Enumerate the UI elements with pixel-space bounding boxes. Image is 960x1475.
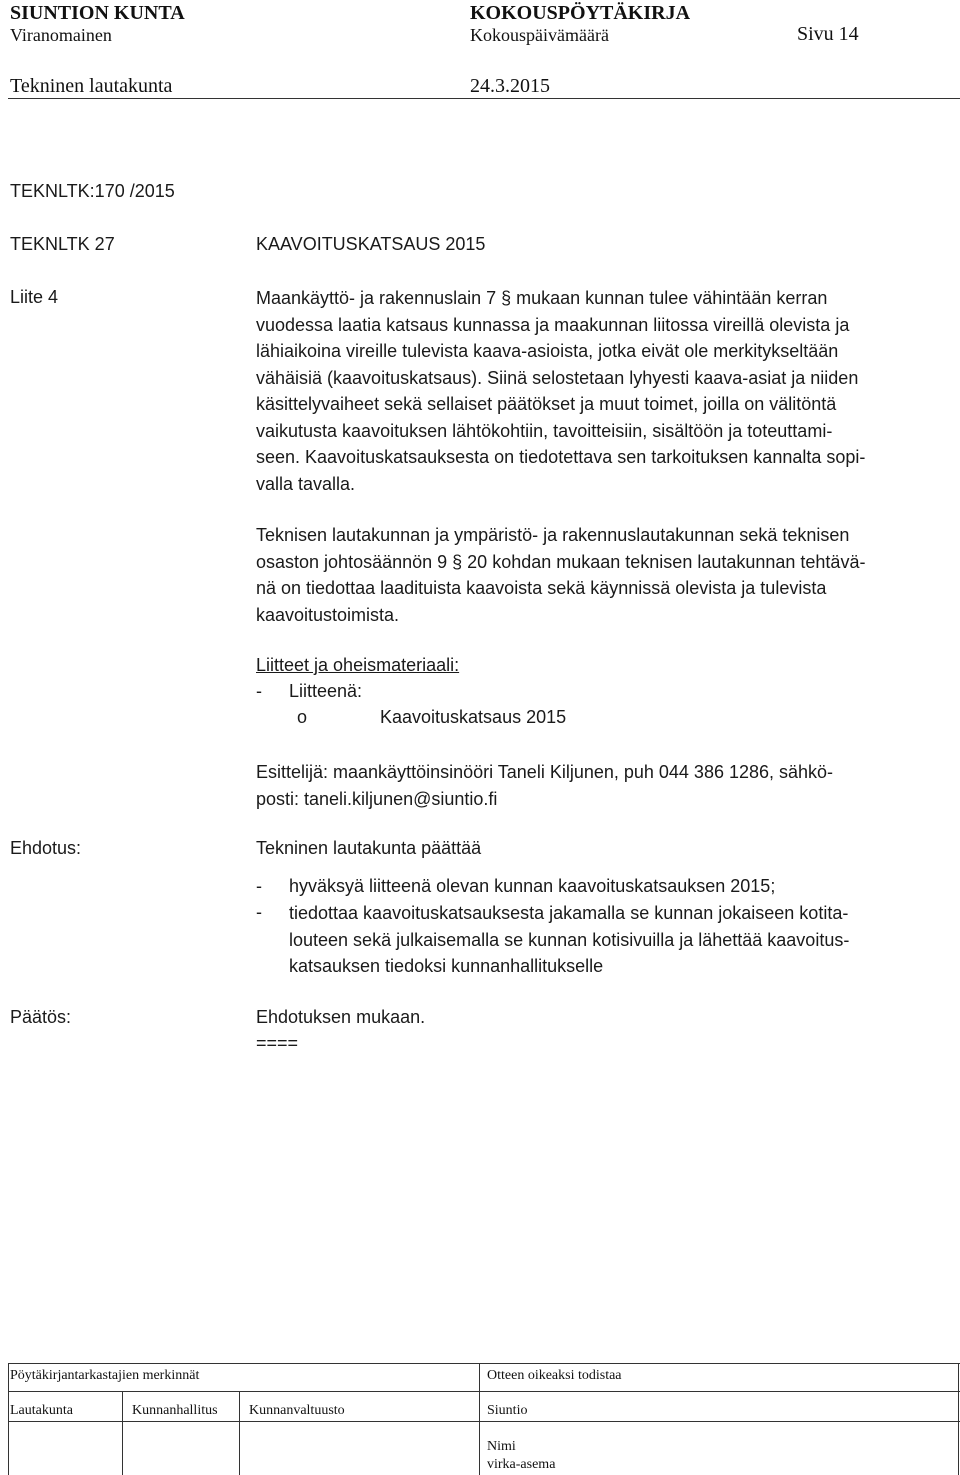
list-dash: - <box>256 902 262 922</box>
attachment-link: Kaavoituskatsaus 2015 <box>380 707 567 727</box>
text-line: Maankäyttö- ja rakennuslain 7 § mukaan kunnan tulee vähintään kerran <box>256 288 828 308</box>
authority-label: Viranomainen <box>10 25 112 45</box>
text-line: posti: taneli.kiljunen@siuntio.fi <box>256 788 498 809</box>
footer-checkers-label: Pöytäkirjantarkastajien merkinnät <box>10 1368 200 1383</box>
list-dash: - <box>256 681 262 701</box>
footer-divider <box>8 1391 960 1392</box>
attachment-label: Liite 4 <box>10 287 59 307</box>
decision-label: Päätös: <box>10 1007 72 1027</box>
proposal-bullet-2 <box>289 900 960 980</box>
text-line: käsittelyvaiheet sekä sellaiset päätökset ja muut toimet, joilla on välitöntä <box>256 394 837 414</box>
footer-divider <box>8 1421 960 1422</box>
footer-name-label: Nimi <box>487 1439 516 1454</box>
text-line: tiedottaa kaavoituskatsauksesta jakamalla se kunnan jokaiseen kotita- <box>289 903 849 923</box>
text-line: nä on tiedottaa laadituista kaavoista sekä käynnissä olevista ja tulevista <box>256 578 827 598</box>
footer-top-divider <box>8 1363 960 1364</box>
item-number: TEKNLTK 27 <box>10 234 115 254</box>
text-line: vuodessa laatia katsaus kunnassa ja maakunnan liitossa vireillä olevista ja <box>256 314 850 335</box>
footer-certified-label: Otteen oikeaksi todistaa <box>487 1368 622 1383</box>
paragraph-intro <box>256 285 960 497</box>
footer-col-board: Lautakunta <box>10 1403 73 1418</box>
footer-vertical-rule <box>958 1363 959 1475</box>
meeting-date: 24.3.2015 <box>470 75 550 97</box>
decision-end-mark: ==== <box>256 1033 299 1053</box>
attachments-sub-label: Liitteenä: <box>289 681 363 701</box>
attachments-heading: Liitteet ja oheismateriaali: <box>256 655 460 675</box>
list-bullet: o <box>297 707 308 727</box>
page-number: Sivu 14 <box>797 23 859 45</box>
footer-place: Siuntio <box>487 1403 528 1418</box>
text-line: lähiaikoina vireille tulevista kaava-asioista, jotka eivät ole merkitykseltään <box>256 341 839 361</box>
text-line: valla tavalla. <box>256 473 356 494</box>
text-line: louteen sekä julkaisemalla se kunnan kotisivuilla ja lähettää kaavoitus- <box>289 929 850 950</box>
text-line: kaavoitustoimista. <box>256 604 400 625</box>
footer-vertical-rule <box>8 1363 9 1475</box>
footer-vertical-rule <box>239 1391 240 1475</box>
footer-col-council: Kunnanvaltuusto <box>249 1403 345 1418</box>
text-line: Esittelijä: maankäyttöinsinööri Taneli Kiljunen, puh 044 386 1286, sähkö- <box>256 762 834 782</box>
text-line: katsauksen tiedoksi kunnanhallitukselle <box>289 956 604 976</box>
text-line: seen. Kaavoituskatsauksesta on tiedotettava sen tarkoituksen kannalta sopi- <box>256 447 866 467</box>
paragraph-duties <box>256 522 960 628</box>
proposal-intro: Tekninen lautakunta päättää <box>256 838 482 858</box>
text-line: Teknisen lautakunnan ja ympäristö- ja rakennuslautakunnan sekä teknisen <box>256 525 850 545</box>
footer-vertical-rule <box>122 1391 123 1475</box>
footer-col-government: Kunnanhallitus <box>132 1403 218 1418</box>
date-label: Kokouspäivämäärä <box>470 25 609 45</box>
text-line: vaikutusta kaavoituksen lähtökohtiin, tavoitteisiin, sisältöön ja toteuttami- <box>256 420 833 441</box>
text-line: vähäisiä (kaavoituskatsaus). Siinä selostetaan lyhyesti kaava-asiat ja niiden <box>256 367 859 388</box>
item-title: KAAVOITUSKATSAUS 2015 <box>256 234 486 254</box>
footer-position-label: virka-asema <box>487 1457 556 1472</box>
footer-vertical-rule <box>479 1363 480 1475</box>
proposal-bullet-1: hyväksyä liitteenä olevan kunnan kaavoituskatsauksen 2015; <box>289 876 776 896</box>
reference-number: TEKNLTK:170 /2015 <box>10 181 175 201</box>
list-dash: - <box>256 876 262 896</box>
text-line: osaston johtosäännön 9 § 20 kohdan mukaan teknisen lautakunnan tehtävä- <box>256 551 866 572</box>
document-type: KOKOUSPÖYTÄKIRJA <box>470 2 691 24</box>
presenter-info <box>256 759 960 812</box>
header-divider <box>8 98 960 99</box>
proposal-label: Ehdotus: <box>10 838 82 858</box>
org-name: SIUNTION KUNTA <box>10 2 185 24</box>
authority-name: Tekninen lautakunta <box>10 75 173 97</box>
decision-text: Ehdotuksen mukaan. <box>256 1007 426 1027</box>
